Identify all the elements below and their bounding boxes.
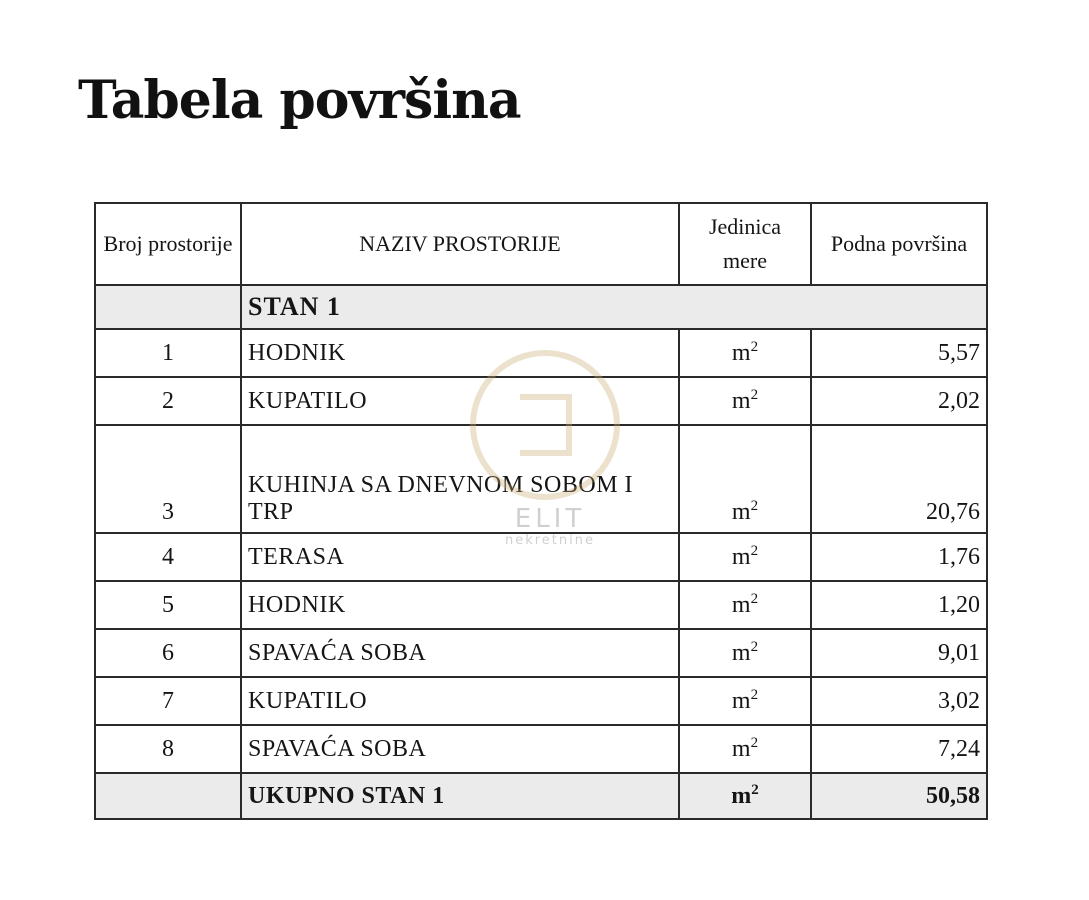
unit-base: m — [731, 339, 751, 366]
room-number: 5 — [95, 581, 241, 629]
table-row — [95, 377, 987, 425]
room-number: 4 — [95, 533, 241, 581]
table-row — [95, 533, 987, 581]
page-title: Tabela površina — [78, 70, 521, 131]
room-name: KUHINJA SA DNEVNOM SOBOM I TRP — [241, 425, 679, 533]
unit-exponent: 2 — [750, 338, 759, 355]
unit-exponent: 2 — [751, 781, 759, 798]
room-name: KUPATILO — [241, 377, 679, 425]
total-row — [95, 773, 987, 819]
room-name: SPAVAĆA SOBA — [241, 629, 679, 677]
room-number: 8 — [95, 725, 241, 773]
table-row — [95, 425, 987, 533]
unit-base: m — [731, 591, 751, 618]
unit-exponent: 2 — [750, 638, 759, 655]
unit-exponent: 2 — [750, 590, 759, 607]
table-row — [95, 581, 987, 629]
watermark-subtitle: nekretnine — [504, 533, 595, 548]
room-area: 3,02 — [811, 677, 987, 725]
unit-base: m — [731, 782, 752, 809]
total-area: 50,58 — [811, 773, 987, 819]
header-room-number: Broj prostorije — [95, 203, 241, 285]
room-number: 1 — [95, 329, 241, 377]
area-table — [94, 202, 988, 820]
room-unit — [679, 629, 811, 677]
room-unit — [679, 377, 811, 425]
unit-base: m — [731, 499, 751, 525]
unit-exponent: 2 — [750, 498, 759, 514]
room-number: 3 — [95, 425, 241, 533]
room-area: 9,01 — [811, 629, 987, 677]
table-row — [95, 329, 987, 377]
room-area: 1,76 — [811, 533, 987, 581]
table-row — [95, 629, 987, 677]
room-name: HODNIK — [241, 329, 679, 377]
section-title: STAN 1 — [241, 285, 987, 329]
unit-exponent: 2 — [750, 542, 759, 559]
section-empty-cell — [95, 285, 241, 329]
unit-exponent: 2 — [750, 386, 759, 403]
room-area: 1,20 — [811, 581, 987, 629]
table-row — [95, 677, 987, 725]
room-area: 2,02 — [811, 377, 987, 425]
room-area: 5,57 — [811, 329, 987, 377]
unit-exponent: 2 — [750, 734, 759, 751]
room-unit — [679, 533, 811, 581]
unit-base: m — [731, 387, 751, 414]
table-header-row — [95, 203, 987, 285]
room-name: SPAVAĆA SOBA — [241, 725, 679, 773]
unit-base: m — [731, 543, 751, 570]
room-number: 6 — [95, 629, 241, 677]
room-name: HODNIK — [241, 581, 679, 629]
room-name: KUPATILO — [241, 677, 679, 725]
table-row — [95, 725, 987, 773]
room-name: TERASA — [241, 533, 679, 581]
unit-base: m — [731, 735, 751, 762]
room-unit — [679, 725, 811, 773]
room-unit — [679, 329, 811, 377]
watermark-brand: ELIT — [514, 504, 586, 534]
unit-exponent: 2 — [750, 686, 759, 703]
room-number: 2 — [95, 377, 241, 425]
room-unit — [679, 425, 811, 533]
total-unit — [679, 773, 811, 819]
header-floor-area: Podna površina — [811, 203, 987, 285]
room-unit — [679, 581, 811, 629]
room-number: 7 — [95, 677, 241, 725]
total-empty-cell — [95, 773, 241, 819]
unit-base: m — [731, 639, 751, 666]
room-area: 7,24 — [811, 725, 987, 773]
header-room-name: NAZIV PROSTORIJE — [241, 203, 679, 285]
header-unit: Jedinica mere — [679, 203, 811, 285]
room-unit — [679, 677, 811, 725]
section-row — [95, 285, 987, 329]
room-area: 20,76 — [811, 425, 987, 533]
unit-base: m — [731, 687, 751, 714]
total-label: UKUPNO STAN 1 — [241, 773, 679, 819]
